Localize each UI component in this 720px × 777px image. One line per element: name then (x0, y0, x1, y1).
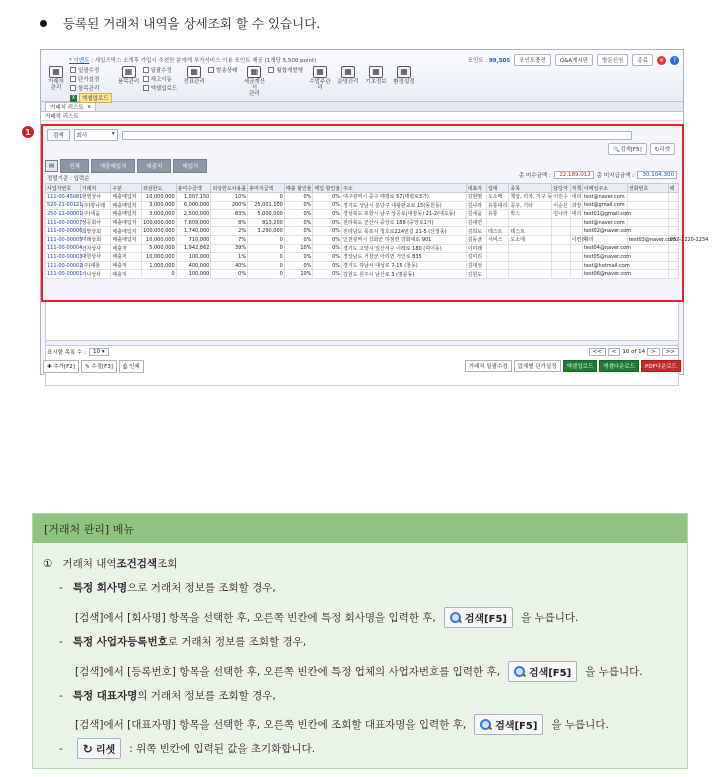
table-cell: test04@naver.com (583, 245, 632, 252)
table-cell: 400,000 (176, 261, 211, 270)
doc-icon (268, 67, 274, 73)
table-cell: 김세움 (466, 210, 486, 219)
table-cell: 전라남도 목포시 청호로224번길 21-5 (산정동) (342, 227, 467, 236)
ribbon-menu-button[interactable]: ▦ 기초정보 (365, 66, 387, 85)
table-cell: 희망상회 (80, 227, 111, 236)
ribbon-menu-button[interactable]: ▦ 전표관리 (183, 66, 205, 85)
table-cell: 10,000,000 (141, 193, 176, 202)
help-line: - 특정 회사명 으로 거래처 정보를 조회할 경우, (59, 581, 276, 594)
table-cell: 1,740,000 (176, 227, 211, 236)
ribbon-menu-button[interactable]: ▦ 품목관리 (117, 66, 140, 85)
search-icon (450, 612, 462, 624)
table-cell: 1% (211, 253, 248, 262)
ribbon-groups (45, 66, 415, 103)
column-header[interactable]: 총미수금액 (176, 184, 211, 193)
help-line: - 특정 사업자등록번호 로 거래처 정보를 조회할 경우, (59, 635, 307, 648)
ribbon-menu-button[interactable]: ▦ 수발주관리 (309, 66, 331, 92)
table-cell: 테스트 (486, 227, 508, 236)
table-cell: 39% (211, 244, 248, 253)
column-header[interactable]: 대표자 (466, 184, 486, 193)
column-header[interactable]: 매출 할인율 (285, 185, 312, 192)
table-cell: 100,000,000 (142, 219, 175, 226)
totals: 총 미수금액 : 22,189,012 총 미지급금액 : 30,104,300 (519, 171, 677, 179)
charge-button[interactable]: 포인트충전 (514, 54, 551, 66)
table-cell: 매출처 (111, 253, 142, 262)
table-cell: 김대연 (466, 218, 486, 227)
ribbon-sub-item[interactable]: 단가설정 (70, 75, 112, 83)
table-cell: test05@naver.com (583, 253, 632, 260)
table-cell: 0% (284, 227, 313, 236)
doc-icon (208, 67, 214, 73)
doc-icon (143, 85, 149, 91)
ribbon-menu-button[interactable]: ▦ 환경설정 (393, 66, 415, 85)
table-cell: 200% (211, 201, 248, 210)
excel-icon: X (71, 95, 76, 101)
table-cell: 인천광역시 강화군 하점면 강화대로 901 (342, 235, 467, 244)
event-notice (69, 56, 316, 64)
table-cell: 매출매입처 (111, 218, 142, 227)
table-cell: 2% (211, 227, 248, 236)
table-cell: 경기도 성남시 분당구 대왕판교로 15(동원동) (342, 201, 467, 210)
excel-upload-button[interactable]: 엑셀업로드 (563, 360, 598, 372)
table-cell: 0 (248, 244, 285, 253)
table-cell: 이순신 (552, 201, 570, 210)
bottom-toolbar (43, 360, 681, 372)
table-cell: 미래상회 (80, 235, 111, 244)
help-reset-line: - ↻ 리셋 : 위쪽 빈칸에 입력된 값을 초기화합니다. (59, 738, 315, 759)
filter-tab[interactable]: 매출매입처 (91, 159, 136, 173)
help-header: [거래처 관리] 메뉴 (33, 514, 687, 543)
ribbon-sub-item[interactable]: 일괄수정 (143, 66, 178, 74)
column-header[interactable]: 직책 (571, 185, 582, 192)
table-cell: (주)대룡 (80, 261, 111, 270)
search-icon (514, 666, 526, 678)
table-cell: 대리 (582, 235, 627, 244)
table-cell: 8% (211, 218, 248, 227)
table-cell: 111-00-00005 (47, 236, 83, 243)
table-cell: 김대성 (466, 261, 486, 270)
table-cell: 매출처 (111, 244, 142, 253)
reset-icon: ↻ (654, 147, 660, 153)
doc-icon (70, 67, 76, 73)
table-cell: 100,000 (176, 270, 211, 279)
table-cell: 도소매 (509, 235, 552, 244)
reset-chip: ↻ 리셋 (77, 738, 121, 759)
table-cell: 매출매입처 (111, 210, 142, 219)
help-line: [검색]에서 [등록번호] 항목을 선택한 후, 오른쪽 빈칸에 특정 업체의 사업자번호를 입력한 후, 검색[F5] 을 누릅니다. (75, 661, 643, 682)
table-cell: 0% (211, 270, 248, 279)
tab-customer-list[interactable]: 거래처 리스트 x (45, 102, 96, 111)
column-header[interactable]: 구분 (111, 184, 142, 193)
table-cell: 이컨리 (571, 237, 587, 244)
doc-icon (143, 67, 149, 73)
search-chip: 검색[F5] (474, 714, 543, 735)
total-payable: 30,104,300 (637, 171, 677, 179)
table-cell: 책상, 의자, 가구 등 (510, 194, 553, 201)
table-cell: (주)세움 (80, 210, 111, 219)
table-cell: 0% (284, 201, 313, 210)
page-info: 10 of 14 (622, 349, 646, 355)
table-cell: 0% (313, 270, 342, 279)
table-cell: 현명상사 (80, 193, 111, 202)
column-header[interactable]: 외상한도사용률 (212, 185, 247, 192)
search-button[interactable]: 🔍검색[F5] (608, 143, 646, 155)
total-receivable: 22,189,012 (554, 171, 594, 179)
logout-button[interactable]: 종료 (632, 54, 653, 66)
table-cell: 0% (284, 253, 313, 262)
doc-icon (70, 76, 76, 82)
help-line: [검색]에서 [회사명] 항목을 선택한 후, 오른쪽 빈칸에 특정 회사명을 입력한 후, 검색[F5] 을 누릅니다. (75, 607, 578, 628)
add-button[interactable]: ✚ 추가[F2] (43, 360, 79, 373)
app-screenshot (40, 49, 709, 375)
table-cell: 유통대리 (487, 202, 508, 209)
reset-button[interactable]: ↻리셋 (650, 143, 675, 155)
column-header[interactable]: 주소 (342, 184, 467, 193)
table-cell: 5,000,000 (248, 210, 285, 219)
table-cell: 0% (313, 261, 342, 270)
ribbon-group (183, 66, 237, 103)
table-cell: 0% (284, 218, 313, 227)
points-display: 포인트 : 99,505 (467, 58, 511, 64)
consult-button[interactable]: 방문신청 (597, 54, 628, 66)
ribbon-group (337, 66, 359, 103)
filter-tab[interactable]: 매출처 (137, 159, 171, 173)
table-cell: 111-00-00004 (47, 245, 83, 252)
table-cell: 성공회사 (80, 218, 111, 227)
table-cell: 111-00-00002 (47, 262, 83, 269)
table-cell: 1,000,000 (141, 261, 176, 270)
table-cell: 111-00-45081 (47, 193, 83, 200)
table-cell: 이미래 (466, 244, 486, 253)
qna-button[interactable]: Q&A게시판 (555, 54, 593, 66)
menu-icon: ▦ (369, 66, 383, 78)
search-chip: 검색[F5] (508, 661, 577, 682)
pager (45, 347, 679, 357)
doc-icon (143, 76, 149, 82)
search-chip: 검색[F5] (444, 607, 513, 628)
table-cell: 0 (248, 261, 285, 270)
reset-icon: ↻ (82, 741, 93, 756)
menu-icon: ▦ (122, 66, 136, 78)
table-cell: 250-11-00001 (47, 210, 83, 217)
table-cell: 박스 (509, 210, 552, 219)
bullet-icon (40, 20, 47, 27)
search-label: 검색 (47, 129, 70, 141)
table-cell: 0% (284, 210, 313, 219)
table-cell: 이민수 (552, 193, 570, 202)
menu-icon: ▦ (49, 66, 63, 78)
table-cell: 서비스 (486, 235, 508, 244)
table-cell: 0% (313, 201, 342, 210)
table-cell: 경기도 고양시 일산서구 이레로 180 (덕이동) (342, 244, 467, 253)
pager-label: 표시할 목록 수 : (47, 350, 86, 356)
table-cell: 0 (248, 193, 285, 202)
menu-icon: ▦ (247, 66, 261, 78)
sub-title: 거래처 리스트 (41, 112, 683, 121)
table-cell: 2,500,000 (176, 210, 211, 219)
table-cell: 3,000,000 (141, 210, 176, 219)
help-title: ① 거래처 내역 조건검색 조회 (43, 557, 178, 570)
next-page-button[interactable]: > (647, 348, 660, 356)
table-cell: 매출매입처 (111, 235, 142, 244)
table-cell: 10,000,000 (141, 235, 176, 244)
column-header[interactable]: 외상한도 (141, 184, 176, 193)
ribbon-menu-button[interactable]: ▦ 세금계산서 관리 (243, 66, 266, 98)
table-cell: 대리 (571, 194, 582, 201)
table-cell: 710,000 (176, 235, 211, 244)
table-cell: 25,001,100 (248, 201, 285, 210)
column-header[interactable]: 팩 (668, 184, 678, 193)
page-size-select[interactable]: 10 ▾ (89, 348, 109, 356)
table-cell: 0% (313, 218, 342, 227)
table-cell: test@naver.com (582, 218, 627, 227)
ribbon-sub-item[interactable]: 항목관리 (70, 84, 112, 92)
table-cell: 대리 (571, 211, 582, 218)
table-cell: 대구광역시 중구 태평로 57(태평로3가) (342, 193, 467, 202)
ribbon-menu-button[interactable]: ▦ 거래처 관리 (48, 66, 64, 92)
column-header[interactable]: 거래처 (80, 184, 111, 193)
table-cell: 김현명 (466, 193, 486, 202)
table-cell: 0% (313, 227, 342, 236)
top-right-controls (468, 54, 679, 66)
column-header[interactable]: 업태 (486, 184, 508, 193)
table-cell: 0% (284, 235, 313, 244)
table-cell: 6,000,000 (176, 201, 211, 210)
column-header[interactable]: 사업자번호 (46, 184, 81, 193)
intro-line (40, 14, 320, 32)
table-cell: 0% (284, 193, 313, 202)
table-cell: 유통 (486, 210, 508, 219)
table-cell: 0 (141, 270, 176, 279)
event-text: : 세일즈박스 소개후 가입시 추천한 분에게 부가서비스 이용 포인트 제공 (1개당 5,500 point) (91, 58, 317, 64)
menu-icon: ▦ (313, 66, 327, 78)
ribbon-group (118, 66, 178, 103)
table-cell: 520-21-00121 (47, 202, 83, 209)
table-cell: 10% (211, 193, 248, 202)
table-cell: 경상남도 거창군 아리면 거인로 835 (342, 253, 467, 262)
print-button[interactable]: ⎙ 인쇄 (119, 360, 144, 373)
ribbon-sub-item[interactable]: 엑셀업로드 (143, 84, 178, 92)
table-cell: 100,000,000 (142, 228, 175, 235)
search-field-select[interactable]: 회사 ▾ (74, 129, 118, 141)
edit-button[interactable]: ✎ 수정[F3] (81, 360, 117, 373)
table-cell: 10% (284, 270, 313, 279)
doc-icon (70, 85, 76, 91)
ribbon-sub-item[interactable]: 발송상태 (208, 66, 237, 74)
prev-page-button[interactable]: < (608, 348, 621, 356)
table-cell: 경상북도 포항시 남구 상공로(대잠동) 21-2(대도동) (342, 210, 467, 219)
ribbon-excel-upload[interactable]: X 엑셀업로드 (70, 93, 112, 103)
table-cell: test02@naver.com (583, 228, 632, 235)
table-cell: 40% (211, 261, 248, 270)
table-cell: 0 (248, 253, 285, 262)
ribbon (41, 50, 683, 102)
points-value: 99,505 (488, 58, 511, 64)
bulk-edit-button[interactable]: 거래처 일괄수정 (465, 360, 512, 372)
table-cell: 김원도 (466, 270, 486, 279)
table-cell: 매출처 (111, 261, 142, 270)
price-setting-button[interactable]: 업체별 단가설정 (514, 360, 561, 372)
excel-download-button[interactable]: 엑셀다운로드 (599, 360, 639, 372)
tab-close-icon[interactable]: x (87, 104, 91, 110)
callout-marker: 1 (22, 126, 34, 138)
table-cell: 매출처 (111, 270, 142, 279)
document-tabs (41, 102, 683, 112)
ribbon-group (393, 66, 415, 103)
table-cell: 건자상사 (80, 244, 111, 253)
ribbon-sub-item[interactable]: 일괄수정 (70, 66, 112, 74)
table-cell: 1,007,150 (176, 193, 211, 202)
table-cell: 10,000,000 (141, 253, 176, 262)
sort-text: 정렬기준 : 입력순 (47, 176, 90, 182)
filter-tab[interactable]: 매입처 (173, 159, 207, 173)
table-cell: 0% (313, 235, 342, 244)
table-cell: test@gmail.com (582, 201, 627, 210)
table-cell: 공구, 기타 (509, 201, 552, 210)
ribbon-group (309, 66, 331, 103)
table-cell: 100,000 (176, 253, 211, 262)
help-line: - 특정 대표자명 의 거래처 정보를 조회할 경우, (59, 689, 276, 702)
table-cell: 0% (313, 193, 342, 202)
column-header[interactable]: 총미지급액 (248, 184, 285, 193)
table-cell: 3,000,000 (141, 201, 176, 210)
table-cell: 10% (284, 244, 313, 253)
menu-icon: ▦ (341, 66, 355, 78)
table-cell: 매출매입처 (111, 201, 142, 210)
table-cell: 813,200 (248, 218, 285, 227)
table-cell: 032-2220-1234 (669, 236, 709, 243)
table-cell: 매출매입처 (111, 227, 142, 236)
table-cell: 7,609,000 (176, 218, 211, 227)
ribbon-group (365, 66, 387, 103)
ribbon-menu-button[interactable]: ▦ 운영관리 (337, 66, 359, 85)
table-cell: (주)광나래 (80, 201, 111, 210)
help-line: [검색]에서 [대표자명] 항목을 선택한 후, 오른쪽 빈칸에 조회할 대표자명을 입력한 후, 검색[F5] 을 누릅니다. (75, 714, 609, 735)
help-panel (32, 513, 688, 769)
table-cell: 0 (248, 235, 285, 244)
filter-tab[interactable]: 전체 (60, 159, 89, 173)
table-cell: 강원도 원주시 남산로 3 (명륜동) (342, 270, 467, 279)
table-cell: 테스트 (509, 227, 552, 236)
search-icon (480, 719, 492, 731)
table-cell: test06@naver.com (583, 271, 632, 278)
horizontal-scrollbar[interactable] (45, 340, 679, 346)
table-cell: 김동균 (466, 235, 486, 244)
table-cell: 1,942,862 (176, 244, 211, 253)
table-cell: 111-00-00007 (47, 219, 83, 226)
intro-text: 등록된 거래처 내역을 상세조회 할 수 있습니다. (63, 16, 321, 31)
ribbon-group (243, 66, 303, 103)
table-cell: 0% (313, 244, 342, 253)
chevron-down-icon: ▾ (111, 131, 115, 137)
table-cell: 111-00-00003 (47, 253, 83, 260)
table-cell: 가나상사 (80, 270, 111, 279)
table-cell: test@hotmail.com (583, 262, 630, 269)
column-header[interactable]: 전화번호 (627, 184, 668, 193)
menu-icon: ▦ (187, 66, 201, 78)
table-cell: 도소매 (486, 193, 508, 202)
table-cell: test01@gmail.com (583, 210, 632, 217)
table-cell: 7% (211, 235, 248, 244)
pdf-download-button[interactable]: PDF다운로드 (641, 360, 681, 372)
table-cell: test@naver.com (582, 193, 627, 202)
table-cell: 111-00-00001 (47, 271, 83, 278)
search-icon: 🔍 (613, 147, 621, 153)
table-cell: 5,000,000 (141, 244, 176, 253)
ribbon-group (45, 66, 112, 103)
table-cell: 과장 (571, 202, 582, 209)
menu-icon: ▦ (397, 66, 411, 78)
table-cell: 대한상사 (80, 253, 111, 262)
first-page-button[interactable]: << (589, 348, 606, 356)
close-icon[interactable]: × (658, 56, 665, 64)
table-cell: 0 (248, 270, 285, 279)
table-cell: 83% (211, 210, 248, 219)
table-cell: 3,290,000 (248, 227, 285, 236)
event-link[interactable]: * 이벤트 (69, 58, 90, 64)
table-cell: 매출매입처 (111, 193, 142, 202)
ribbon-sub-item[interactable]: 재고이동 (143, 75, 178, 83)
table-cell: 김희도 (466, 227, 486, 236)
table-cell: 김나라 (552, 210, 570, 219)
table-cell: 김나라 (466, 201, 486, 210)
table-cell: 0% (284, 261, 313, 270)
last-page-button[interactable]: >> (662, 348, 679, 356)
ribbon-sub-item[interactable]: 월합계발행 (268, 66, 303, 74)
help-icon[interactable]: ? (670, 56, 679, 65)
column-header[interactable]: 담당자 (552, 184, 570, 193)
column-header[interactable]: 이메일주소 (582, 184, 627, 193)
table-cell: 0% (313, 210, 342, 219)
column-header[interactable]: 매입 할인율 (314, 185, 341, 192)
table-cell: 전라북도 군산시 중앙로 188 (중앙로1가) (342, 218, 467, 227)
column-header[interactable]: 종목 (509, 184, 552, 193)
table-cell: 김미리 (466, 253, 486, 262)
table-cell: 111-00-00006 (47, 228, 83, 235)
list-icon[interactable]: ▤ (45, 160, 58, 172)
table-cell: 경기도 하남시 대성로 7-15 (창동) (342, 261, 467, 270)
table-cell: test03@naver.com (628, 236, 676, 243)
table-cell: 0% (313, 253, 342, 262)
